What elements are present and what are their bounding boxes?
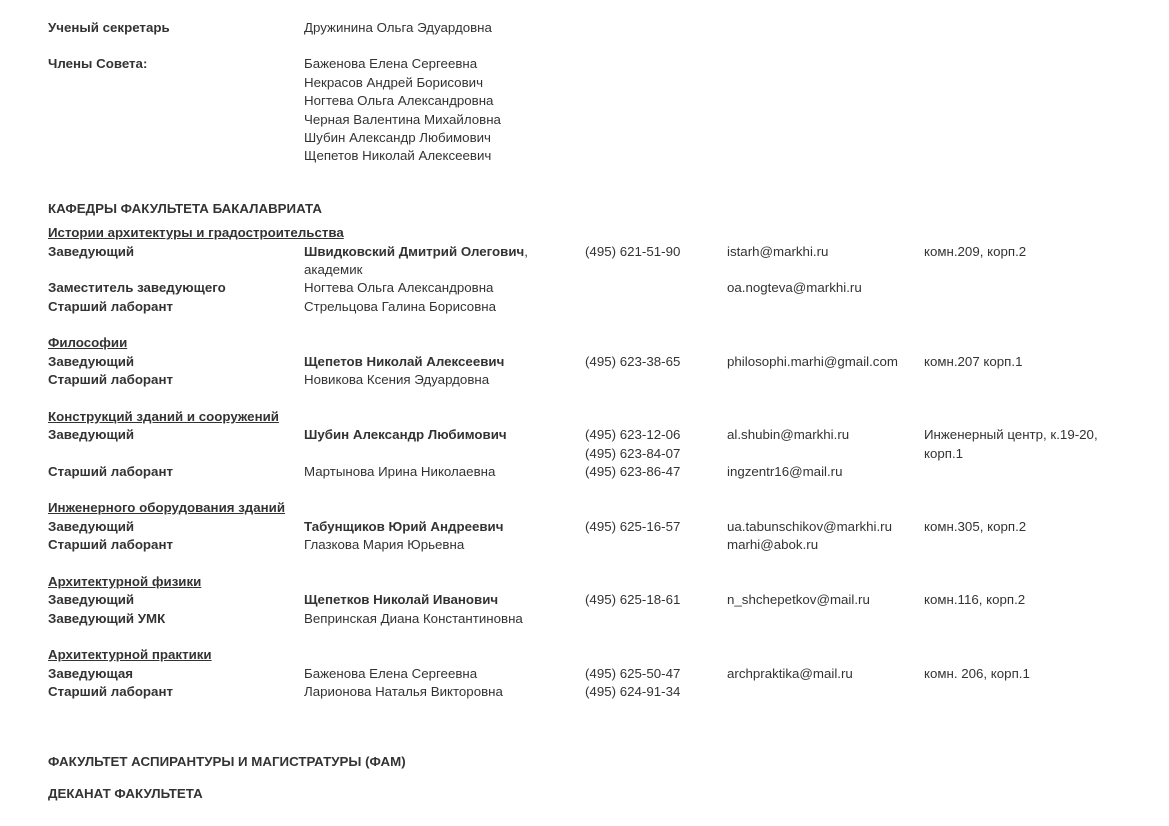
role-label: Заведующий: [48, 427, 135, 442]
council-label: Члены Совета:: [48, 56, 148, 71]
person-name: Ларионова Наталья Викторовна: [304, 684, 503, 699]
email: marhi@abok.ru: [727, 537, 819, 552]
room: корп.1: [924, 446, 964, 461]
role-label: Заведующий: [48, 354, 135, 369]
council-member: Черная Валентина Михайловна: [304, 112, 501, 127]
person-name: Новикова Ксения Эдуардовна: [304, 372, 490, 387]
phone: (495) 624-91-34: [585, 684, 681, 699]
council-member: Баженова Елена Сергеевна: [304, 56, 478, 71]
email: istarh@markhi.ru: [727, 244, 829, 259]
person-name: Ногтева Ольга Александровна: [304, 280, 494, 295]
person-name: Стрельцова Галина Борисовна: [304, 299, 496, 314]
department-title-structures: Конструкций зданий и сооружений: [48, 409, 279, 424]
department-title-physics: Архитектурной физики: [48, 574, 202, 589]
person-name: Баженова Елена Сергеевна: [304, 666, 478, 681]
department-title-practice: Архитектурной практики: [48, 647, 212, 662]
secretary-label: Ученый секретарь: [48, 20, 170, 35]
person-name: Шубин Александр Любимович: [304, 427, 507, 442]
phone: (495) 621-51-90: [585, 244, 681, 259]
room: комн.305, корп.2: [924, 519, 1027, 534]
dean-office-heading: ДЕКАНАТ ФАКУЛЬТЕТА: [48, 786, 203, 801]
person-name: Глазкова Мария Юрьевна: [304, 537, 465, 552]
council-member: Ногтева Ольга Александровна: [304, 93, 494, 108]
person-name: Щепетов Николай Алексеевич: [304, 354, 505, 369]
role-label: Старший лаборант: [48, 464, 173, 479]
phone: (495) 623-12-06: [585, 427, 681, 442]
secretary-name: Дружинина Ольга Эдуардовна: [304, 20, 492, 35]
role-label: Старший лаборант: [48, 537, 173, 552]
room: комн.209, корп.2: [924, 244, 1027, 259]
person-name: Табунщиков Юрий Андреевич: [304, 519, 504, 534]
email: ingzentr16@mail.ru: [727, 464, 843, 479]
role-label: Заведующая: [48, 666, 134, 681]
role-label: Старший лаборант: [48, 372, 173, 387]
email: oa.nogteva@markhi.ru: [727, 280, 862, 295]
room: комн.207 корп.1: [924, 354, 1023, 369]
phone: (495) 625-18-61: [585, 592, 681, 607]
council-member: Щепетов Николай Алексеевич: [304, 148, 492, 163]
council-member: Шубин Александр Любимович: [304, 130, 491, 145]
email: n_shchepetkov@mail.ru: [727, 592, 870, 607]
person-name: Мартынова Ирина Николаевна: [304, 464, 496, 479]
phone: (495) 623-84-07: [585, 446, 681, 461]
role-label: Заведующий: [48, 519, 135, 534]
person-title: академик: [304, 262, 363, 277]
phone: (495) 625-50-47: [585, 666, 681, 681]
phone: (495) 623-38-65: [585, 354, 681, 369]
person-name: Щепетков Николай Иванович: [304, 592, 499, 607]
email: archpraktika@mail.ru: [727, 666, 853, 681]
room: комн. 206, корп.1: [924, 666, 1030, 681]
role-label: Заведующий УМК: [48, 611, 166, 626]
email: ua.tabunschikov@markhi.ru: [727, 519, 893, 534]
bachelor-departments-heading: КАФЕДРЫ ФАКУЛЬТЕТА БАКАЛАВРИАТА: [48, 201, 322, 216]
person-name: Швидковский Дмитрий Олегович,: [304, 244, 528, 259]
postgrad-faculty-heading: ФАКУЛЬТЕТ АСПИРАНТУРЫ И МАГИСТРАТУРЫ (ФАМ): [48, 754, 406, 769]
email: al.shubin@markhi.ru: [727, 427, 850, 442]
phone: (495) 623-86-47: [585, 464, 681, 479]
council-member: Некрасов Андрей Борисович: [304, 75, 483, 90]
phone: (495) 625-16-57: [585, 519, 681, 534]
department-title-history: Истории архитектуры и градостроительства: [48, 225, 344, 240]
role-label: Заместитель заведующего: [48, 280, 226, 295]
person-name: Вепринская Диана Константиновна: [304, 611, 523, 626]
department-title-engineering: Инженерного оборудования зданий: [48, 500, 286, 515]
email: philosophi.marhi@gmail.com: [727, 354, 898, 369]
role-label: Старший лаборант: [48, 299, 173, 314]
department-title-philosophy: Философии: [48, 335, 128, 350]
role-label: Заведующий: [48, 592, 135, 607]
room: комн.116, корп.2: [924, 592, 1026, 607]
role-label: Заведующий: [48, 244, 135, 259]
room: Инженерный центр, к.19-20,: [924, 427, 1098, 442]
role-label: Старший лаборант: [48, 684, 173, 699]
